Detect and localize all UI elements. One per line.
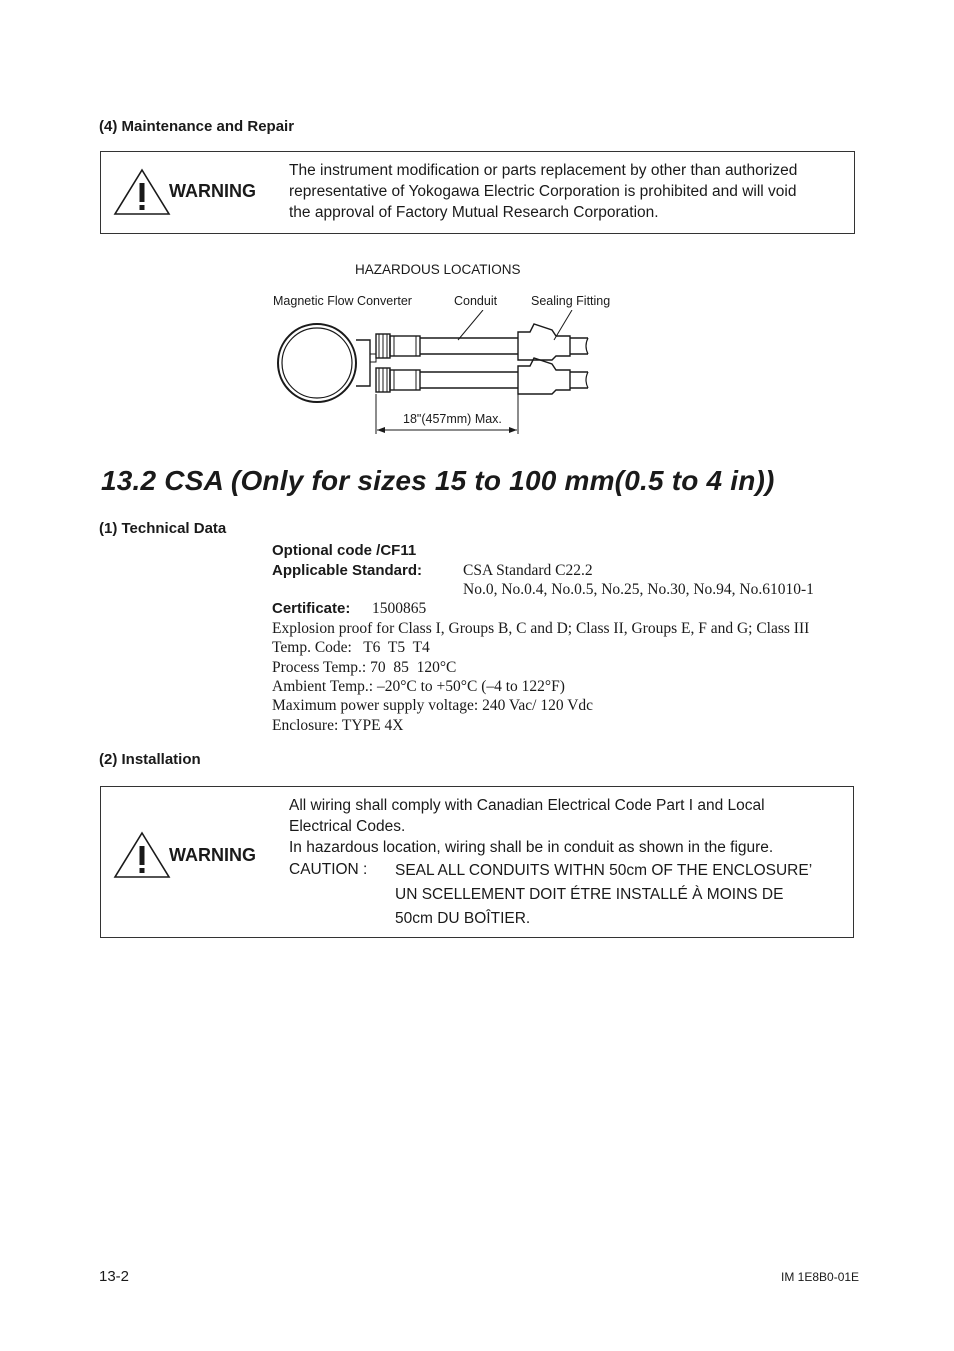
applicable-standard-numbers: No.0, No.0.4, No.0.5, No.25, No.30, No.94, No.61010-1 — [463, 581, 814, 598]
section-title-csa: 13.2 CSA (Only for sizes 15 to 100 mm(0.5 to 4 in)) — [101, 465, 775, 496]
warning-label: WARNING — [169, 181, 256, 201]
explosion-proof-line: Explosion proof for Class I, Groups B, C and D; Class II, Groups E, F and G; Class III — [272, 620, 810, 637]
caution-line: SEAL ALL CONDUITS WITHN 50cm OF THE ENCLOSURE’ — [395, 862, 813, 879]
warning-line: the approval of Factory Mutual Research Corporation. — [289, 204, 659, 221]
figure-title: HAZARDOUS LOCATIONS — [355, 262, 521, 277]
warning-line: The instrument modification or parts replacement by other than authorized — [289, 162, 798, 179]
warning-label: WARNING — [169, 845, 256, 865]
temp-code-line: Temp. Code: T6 T5 T4 — [272, 639, 430, 656]
caution-line: 50cm DU BOÎTIER. — [395, 910, 531, 927]
label-magnetic-flow-converter: Magnetic Flow Converter — [273, 294, 412, 308]
label-conduit: Conduit — [454, 294, 498, 308]
installation-line: All wiring shall comply with Canadian Electrical Code Part I and Local — [289, 797, 765, 814]
installation-line: Electrical Codes. — [289, 818, 406, 835]
enclosure-line: Enclosure: TYPE 4X — [272, 717, 404, 734]
warning-triangle-icon — [113, 831, 171, 879]
optional-code: Optional code /CF11 — [272, 542, 417, 559]
certificate-value: 1500865 — [372, 600, 427, 617]
dimension-label: 18"(457mm) Max. — [403, 412, 502, 426]
max-power-line: Maximum power supply voltage: 240 Vac/ 120 Vdc — [272, 697, 594, 714]
ambient-temp-line: Ambient Temp.: –20°C to +50°C (–4 to 122°F) — [272, 678, 565, 695]
certificate-label: Certificate: — [272, 600, 351, 617]
applicable-standard-value: CSA Standard C22.2 — [463, 562, 593, 579]
process-temp-line: Process Temp.: 70 85 120°C — [272, 659, 457, 676]
heading-technical-data: (1) Technical Data — [99, 520, 227, 537]
caution-line: UN SCELLEMENT DOIT ÉTRE INSTALLÉ À MOINS DE — [395, 886, 784, 903]
warning-text — [289, 160, 849, 223]
warning-box-maintenance — [100, 151, 855, 234]
applicable-standard-label: Applicable Standard: — [272, 562, 423, 579]
warning-box-installation — [100, 786, 854, 938]
installation-line: In hazardous location, wiring shall be in conduit as shown in the figure. — [289, 839, 774, 856]
installation-text — [289, 795, 849, 858]
heading-maintenance-repair: (4) Maintenance and Repair — [99, 118, 295, 135]
page-number: 13-2 — [99, 1268, 130, 1285]
warning-line: representative of Yokogawa Electric Corporation is prohibited and will void — [289, 183, 797, 200]
caution-text — [395, 859, 850, 931]
label-sealing-fitting: Sealing Fitting — [531, 294, 611, 308]
warning-triangle-icon — [113, 168, 171, 216]
document-id: IM 1E8B0-01E — [781, 1270, 860, 1284]
caution-label: CAUTION : — [289, 861, 368, 878]
heading-installation: (2) Installation — [99, 751, 201, 768]
